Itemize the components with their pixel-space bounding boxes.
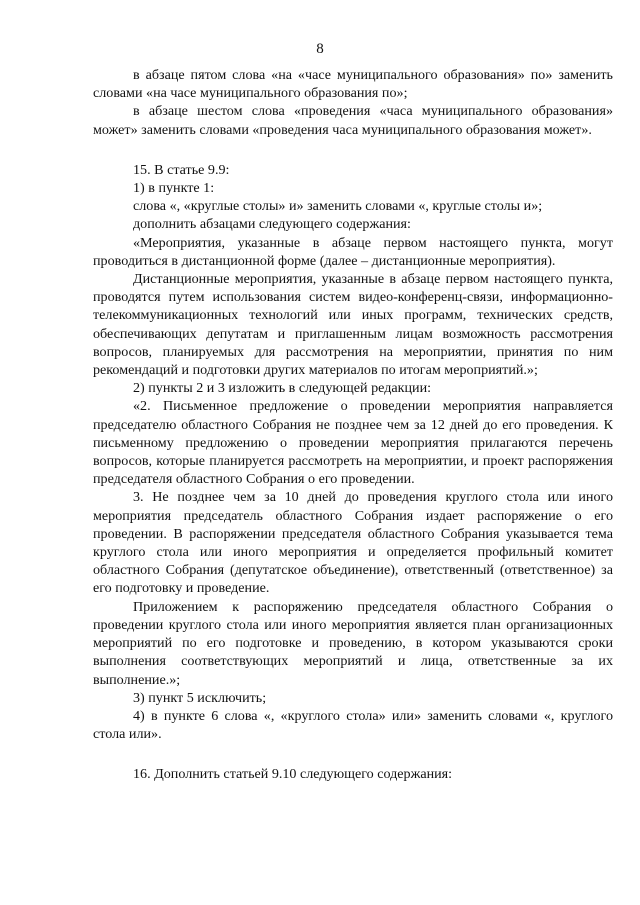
section-15-quote-1: «Мероприятия, указанные в абзаце первом настоящего пункта, могут проводиться в дистанционной форме (далее – дистанционные мероприятия). (93, 234, 613, 269)
section-15-appendix: Приложением к распоряжению председателя областного Собрания о проведении круглого стола или иного мероприятия является план организационных мероприятий по его подготовке и проведению, в котором указываются сроки выполнения соответствующих мероприятий и лица, ответственные за их выполнение.»; (93, 598, 613, 688)
section-15-supplement: дополнить абзацами следующего содержания: (133, 216, 411, 233)
section-15-point-3: 3. Не позднее чем за 10 дней до проведения круглого стола или иного мероприятия председатель областного Собрания издает распоряжение о его проведении. В распоряжении председателя областного Собрания указывается тема круглого стола или иного мероприятия и определяется профильный комитет областного Собрания (депутатское объединение), ответственный (ответственное) за его подготовку и проведение. (93, 489, 613, 597)
section-16-heading: 16. Дополнить статьей 9.10 следующего содержания: (133, 766, 453, 783)
section-15-item-4: 4) в пункте 6 слова «, «круглого стола» или» заменить словами «, круглого стола или». (93, 707, 613, 743)
spacer (93, 139, 613, 161)
paragraph-paragraph6-replace: в абзаце шестом слова «проведения «часа муниципального образования» может» заменить словами «проведения часа муниципального образования может». (93, 103, 613, 138)
page-number: 8 (316, 41, 324, 57)
section-15-quote-2: Дистанционные мероприятия, указанные в абзаце первом настоящего пункта, проводятся путем использования систем видео-конференц-связи, информационно-телекоммуникационных технологий или иных программ, технических средств, обеспечивающих депутатам и приглашенным лицам возможность рассмотрения вопросов, планируемых для рассмотрения на мероприятии, принятия по ним рекомендаций и подготовки других материалов по итогам мероприятий.»; (93, 271, 613, 379)
section-15-item-3: 3) пункт 5 исключить; (133, 689, 267, 706)
document-body (93, 66, 613, 784)
section-15-item-1: 1) в пункте 1: (133, 180, 215, 197)
spacer (93, 743, 613, 765)
paragraph-paragraph5-replace: в абзаце пятом слова «на «часе муниципального образования» по» заменить словами «на часе муниципального образования по»; (93, 67, 613, 102)
section-15-words-replace: слова «, «круглые столы» и» заменить словами «, круглые столы и»; (133, 198, 543, 215)
section-15-point-2: «2. Письменное предложение о проведении мероприятия направляется председателю областного Собрания не позднее чем за 12 дней до его проведения. К письменному предложению о проведении мероприятия прилагаются перечень вопросов, которые планируется рассмотреть на мероприятии, и проект распоряжения председателя областного Собрания о его проведении. (93, 398, 613, 488)
section-15-heading: 15. В статье 9.9: (133, 161, 230, 178)
section-15-item-2: 2) пункты 2 и 3 изложить в следующей редакции: (133, 380, 432, 397)
